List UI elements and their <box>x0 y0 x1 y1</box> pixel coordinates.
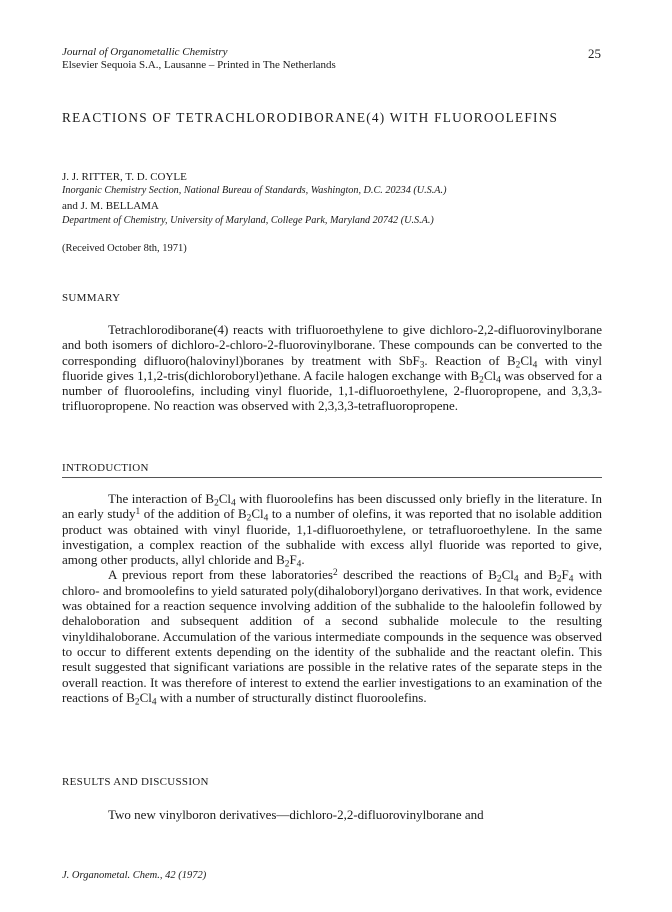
subscript: 4 <box>263 513 269 524</box>
text-run: F <box>561 567 569 583</box>
subscript: 2 <box>479 375 484 386</box>
article-title: REACTIONS OF TETRACHLORODIBORANE(4) WITH FLUOROOLEFINS <box>62 110 559 125</box>
affiliation-2: Department of Chemistry, University of Maryland, College Park, Maryland 20742 (U.S.A.) <box>62 215 434 226</box>
page-number: 25 <box>588 46 601 61</box>
text-run: The interaction of B <box>108 491 215 506</box>
text-run: described the reactions of B <box>337 567 497 583</box>
subscript: 2 <box>214 498 219 509</box>
introduction-heading: INTRODUCTION <box>62 462 149 474</box>
introduction-paragraph-1 <box>62 491 602 570</box>
subscript: 4 <box>568 574 574 585</box>
text-run: with chloro- and bromoolefins to yield saturated poly(dihaloboryl)organo derivatives. In that work, evidence was obtained for a reaction sequence involving addition of the subhalide to the haloolefin followed by dehaloboration and subsequent addition of a second subhalide molecule to the resulting vinyldihaloborane. Accumulation of the various intermediate compounds in the sequence was observed to occur to different extents depending on the identity of the subhalide and the reactant olefin. This result suggested that significant variations are possible in the relative rates of the separate steps in the overall reaction. It was therefore of interest to extend the earlier investigations to an examination of the reactions of B <box>62 567 602 705</box>
subscript: 2 <box>246 513 252 524</box>
text-run: . Reaction of B <box>424 352 516 368</box>
text-run: and B <box>518 567 557 583</box>
subscript: 4 <box>296 559 302 570</box>
publisher-line: Elsevier Sequoia S.A., Lausanne – Printed in The Netherlands <box>62 59 336 71</box>
subscript: 2 <box>284 559 290 570</box>
subscript: 2 <box>134 697 140 708</box>
footer-citation: J. Organometal. Chem., 42 (1972) <box>62 870 207 881</box>
text-run: F <box>289 552 297 568</box>
subscript: 3 <box>419 359 425 370</box>
subscript: 4 <box>496 375 501 386</box>
text-run: A previous report from these laboratories <box>108 567 333 583</box>
summary-paragraph <box>62 322 602 414</box>
text-run: Cl <box>520 352 533 368</box>
text-run: Cl <box>139 689 152 705</box>
subscript: 2 <box>496 574 502 585</box>
subscript: 4 <box>532 359 538 370</box>
results-paragraph-1: Two new vinylboron derivatives—dichloro-2,2-difluorovinylborane and <box>108 807 484 822</box>
summary-text <box>62 322 602 414</box>
subscript: 2 <box>515 359 521 370</box>
results-heading: RESULTS AND DISCUSSION <box>62 776 209 788</box>
subscript: 4 <box>151 697 157 708</box>
text-run: to a number of olefins, it was reported that no isolable addition product was obtained with vinyl fluoride, 1,1-difluoroethylene, or tetrafluoroethylene. In the same investigation, a complex reaction of the subhalide with excess allyl fluoride was reported to give, among other products, allyl chloride and B <box>62 506 602 568</box>
text-run: Cl <box>483 367 497 383</box>
reference-marker[interactable]: 2 <box>332 568 338 579</box>
reference-marker[interactable]: 1 <box>135 507 141 518</box>
subscript: 4 <box>513 574 519 585</box>
affiliation-1: Inorganic Chemistry Section, National Bureau of Standards, Washington, D.C. 20234 (U.S.A.) <box>62 185 447 196</box>
text-run: Cl <box>251 506 264 522</box>
section-divider <box>62 477 602 478</box>
text-run: . <box>301 552 305 568</box>
summary-heading: SUMMARY <box>62 292 121 304</box>
introduction-text <box>62 491 602 708</box>
received-date: (Received October 8th, 1971) <box>62 243 187 254</box>
text-run: Tetrachlorodiborane(4) reacts with trifluoroethylene to give dichloro-2,2-difluorovinylborane and both isomers of dichloro-2-chloro-2-fluorovinylborane. These compounds can be converted to the corresponding difluoro(halovinyl)boranes by treatment with SbF <box>62 322 602 368</box>
results-text <box>62 807 602 822</box>
text-run: with vinyl fluoride gives 1,1,2-tris(dichloroboryl)ethane. A facile halogen exchange with B <box>62 352 602 383</box>
text-run: Cl <box>218 491 232 506</box>
author-group-1: J. J. RITTER, T. D. COYLE <box>62 171 187 183</box>
subscript: 2 <box>556 574 562 585</box>
text-run: of the addition of B <box>140 506 247 522</box>
text-run: Cl <box>501 567 514 583</box>
subscript: 4 <box>231 498 236 509</box>
text-run: was observed for a number of fluoroolefins, including vinyl fluoride, 1,1-difluoroethylene, 2-fluoropropene, and 3,3,3-trifluoropropene. No reaction was observed with 2,3,3,3-tetrafluoropropene. <box>62 367 602 414</box>
text-run: with fluoroolefins has been discussed only briefly in the literature. In an early study <box>62 491 602 522</box>
journal-name: Journal of Organometallic Chemistry <box>62 46 228 58</box>
author-group-2: and J. M. BELLAMA <box>62 200 159 212</box>
text-run: with a number of structurally distinct fluoroolefins. <box>156 689 427 705</box>
introduction-paragraph-2 <box>62 567 602 708</box>
